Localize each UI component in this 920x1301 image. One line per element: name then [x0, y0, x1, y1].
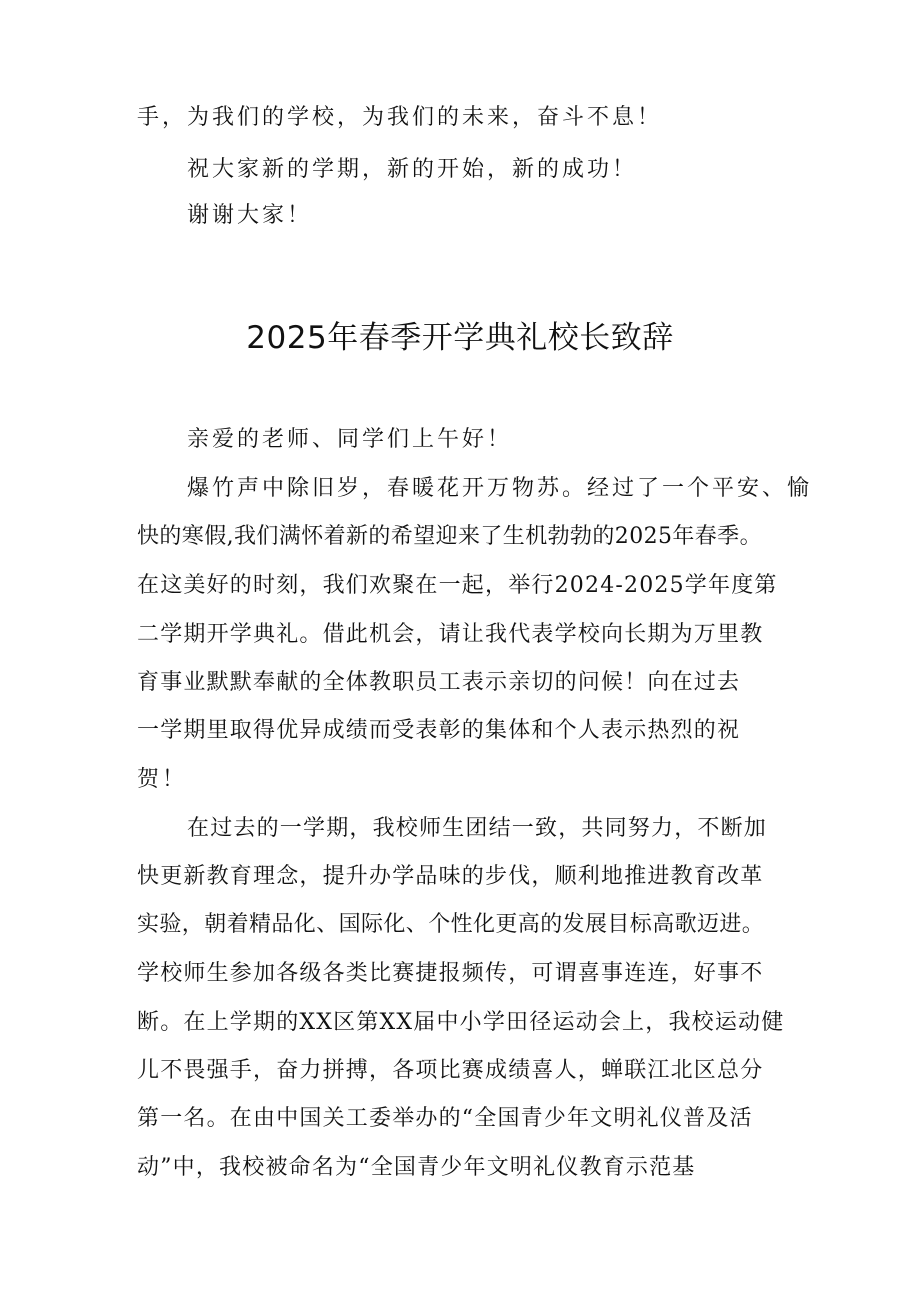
greeting-line: 亲爱的老师、同学们上午好！	[187, 427, 513, 452]
paragraph-line: 爆竹声中除旧岁，春暖花开万物苏。经过了一个平安、愉	[187, 476, 813, 501]
paragraph-line: 二学期开学典礼。借此机会，请让我代表学校向长期为万里教	[137, 622, 764, 647]
paragraph-line: 育事业默默奉献的全体教职员工表示亲切的问候！向在过去	[137, 670, 741, 695]
paragraph-line: 快的寒假,我们满怀着新的希望迎来了生机勃勃的2025年春季。	[137, 524, 762, 549]
paragraph-line: 快更新教育理念，提升办学品味的步伐，顺利地推进教育改革	[137, 864, 764, 889]
paragraph-line: 贺！	[137, 767, 188, 792]
paragraph-line: 实验，朝着精品化、国际化、个性化更高的发展目标高歌迈进。	[137, 912, 765, 937]
paragraph-line: 动”中，我校被命名为“全国青少年文明礼仪教育示范基	[137, 1155, 696, 1180]
text-line: 祝大家新的学期，新的开始，新的成功！	[187, 157, 638, 182]
paragraph-line: 在过去的一学期，我校师生团结一致，共同努力，不断加	[187, 816, 768, 841]
document-title: 2025年春季开学典礼校长致辞	[246, 320, 674, 356]
paragraph-line: 在这美好的时刻，我们欢聚在一起，举行2024-2025学年度第	[137, 573, 778, 598]
text-line: 手，为我们的学校，为我们的未来，奋斗不息！	[137, 105, 663, 130]
paragraph-line: 儿不畏强手，奋力拼搏，各项比赛成绩喜人，蝉联江北区总分	[137, 1058, 764, 1083]
paragraph-line: 一学期里取得优异成绩而受表彰的集体和个人表示热烈的祝	[137, 718, 741, 743]
text-line: 谢谢大家！	[187, 203, 313, 228]
paragraph-line: 断。在上学期的XX区第XX届中小学田径运动会上，我校运动健	[137, 1010, 785, 1035]
paragraph-line: 第一名。在由中国关工委举办的“全国青少年文明礼仪普及活	[137, 1106, 753, 1131]
paragraph-line: 学校师生参加各级各类比赛捷报频传，可谓喜事连连，好事不	[137, 961, 764, 986]
